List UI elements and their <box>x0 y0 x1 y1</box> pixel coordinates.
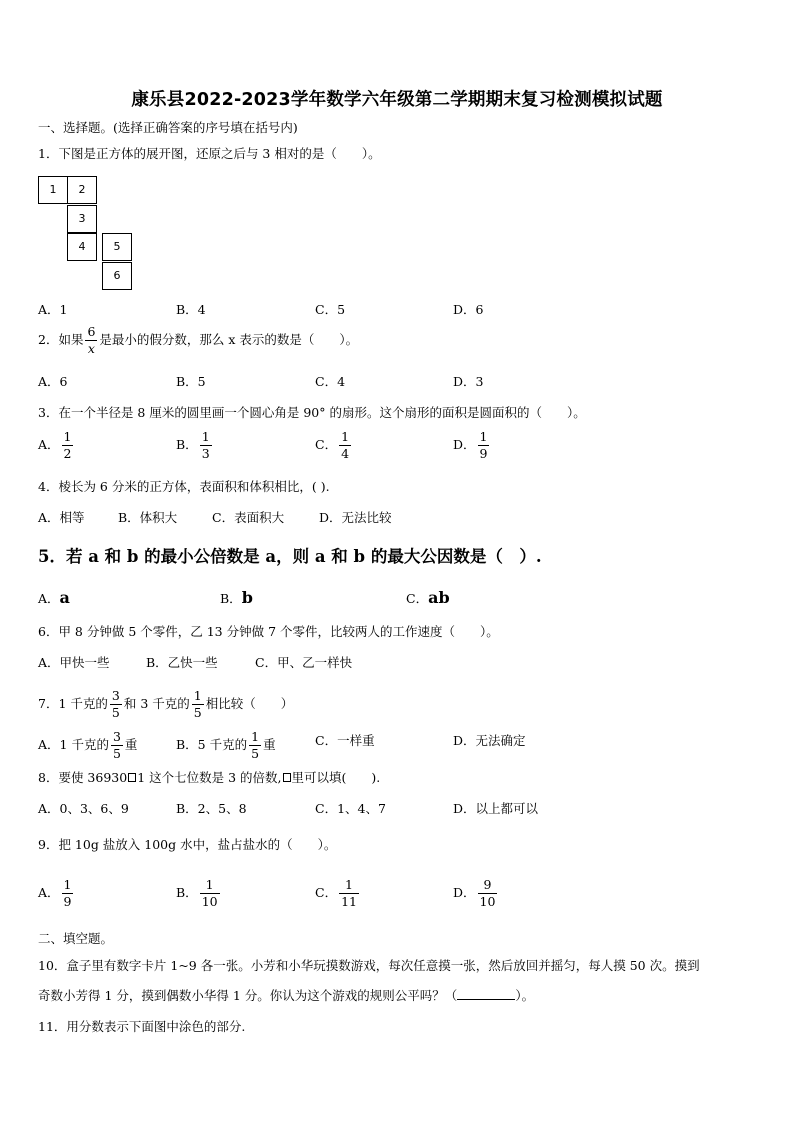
q9-option-b <box>176 879 222 908</box>
blank-box-icon <box>283 773 291 782</box>
q3-option-a <box>38 431 75 460</box>
q9-option-a-fraction <box>62 879 74 908</box>
q7-option-b-pre: B．5 千克的 <box>176 737 248 752</box>
q7-fraction-1 <box>110 690 122 719</box>
fraction-numerator: 1 <box>479 429 488 444</box>
fraction-denominator: 5 <box>193 704 202 720</box>
fraction-numerator: 1 <box>63 877 72 892</box>
fraction-numerator: 1 <box>339 879 359 894</box>
fraction-numerator: 3 <box>112 729 121 744</box>
fraction-numerator: 3 <box>111 688 120 703</box>
q6-option-c: C．甲、乙一样快 <box>255 655 353 670</box>
question-3: 3．在一个半径是 8 厘米的圆里画一个圆心角是 90° 的扇形。这个扇形的面积是圆面积的（ ）。 <box>38 405 586 420</box>
question-1: 1．下图是正方体的展开图，还原之后与 3 相对的是（ ）。 <box>38 146 381 161</box>
q3-option-b-fraction <box>200 431 212 460</box>
q5-option-c <box>406 588 450 607</box>
q2-fraction <box>85 326 97 355</box>
fraction-denominator: 3 <box>201 445 210 461</box>
question-10-line1: 10．盒子里有数字卡片 1~9 各一张。小芳和小华玩摸数游戏，每次任意摸一张，然后放回并摇匀，每人摸 50 次。摸到 <box>38 958 700 973</box>
q3-option-a-fraction <box>62 431 74 460</box>
q7-option-a <box>38 731 137 760</box>
cube-net-diagram <box>38 176 138 294</box>
fraction-numerator: 1 <box>193 688 202 703</box>
q1-option-a: A．1 <box>38 302 68 317</box>
fraction-numerator: 1 <box>63 429 72 444</box>
net-cell: 5 <box>102 233 132 261</box>
q3-option-b-label: B． <box>176 437 198 452</box>
q6-option-a: A．甲快一些 <box>38 655 110 670</box>
q7-option-b-post: 重 <box>263 737 276 752</box>
net-cell: 1 <box>38 176 68 204</box>
fraction-denominator: 10 <box>201 893 218 909</box>
q9-option-b-label: B． <box>176 885 198 900</box>
fraction-denominator: 5 <box>111 704 120 720</box>
fraction-denominator: 9 <box>479 445 488 461</box>
question-5: 5．若 a 和 b 的最小公倍数是 a，则 a 和 b 的最大公因数是（ ）. <box>38 547 542 566</box>
q8-option-d: D．以上都可以 <box>453 801 539 816</box>
q7-text-post: 相比较（ ） <box>205 696 294 711</box>
q3-option-a-label: A． <box>38 437 60 452</box>
q9-option-c-label: C． <box>315 885 338 900</box>
q7-option-b-fraction <box>249 731 261 760</box>
page-title: 康乐县2022-2023学年数学六年级第二学期期末复习检测模拟试题 <box>131 90 663 110</box>
q10-text-pre: 奇数小芳得 1 分，摸到偶数小华得 1 分。你认为这个游戏的规则公平吗？（ <box>38 988 458 1003</box>
net-cell: 3 <box>67 205 97 233</box>
question-10-line2 <box>38 988 534 1004</box>
q3-option-d-fraction <box>478 431 490 460</box>
q4-option-b: B．体积大 <box>118 510 178 525</box>
q8-text-pre: 8．要使 36930 <box>38 770 128 785</box>
q2-fraction-denominator: x <box>87 340 95 356</box>
question-8 <box>38 770 380 786</box>
q3-option-c-label: C． <box>315 437 338 452</box>
q9-option-d-fraction <box>478 879 498 908</box>
fraction-numerator: 1 <box>251 729 260 744</box>
fraction-denominator: 5 <box>251 745 260 761</box>
section-heading-choice: 一、选择题。(选择正确答案的序号填在括号内) <box>38 120 298 135</box>
question-4: 4．棱长为 6 分米的正方体，表面积和体积相比，( ). <box>38 479 330 494</box>
q7-option-d: D．无法确定 <box>453 733 526 748</box>
q2-option-d: D．3 <box>453 374 484 389</box>
q10-text-post: ）。 <box>515 988 535 1003</box>
fraction-numerator: 1 <box>341 429 350 444</box>
q5-option-a <box>38 588 70 607</box>
q2-option-c: C．4 <box>315 374 346 389</box>
q2-text-post: 是最小的假分数，那么 x 表示的数是（ ）。 <box>99 332 359 347</box>
q2-fraction-numerator: 6 <box>87 324 96 339</box>
net-cell: 2 <box>67 176 97 204</box>
q1-option-d: D．6 <box>453 302 484 317</box>
answer-blank[interactable] <box>457 988 515 1000</box>
q4-option-c: C．表面积大 <box>212 510 285 525</box>
q3-option-c-fraction <box>339 431 351 460</box>
q5-option-c-value: ab <box>428 588 450 607</box>
q2-option-b: B．5 <box>176 374 206 389</box>
q8-option-b: B．2、5、8 <box>176 801 247 816</box>
net-cell: 4 <box>67 233 97 261</box>
q7-text-pre: 7．1 千克的 <box>38 696 108 711</box>
q5-option-a-value: a <box>59 588 70 607</box>
fraction-numerator: 9 <box>478 879 498 894</box>
fraction-numerator: 1 <box>200 879 220 894</box>
q3-option-d <box>453 431 491 460</box>
question-6: 6．甲 8 分钟做 5 个零件，乙 13 分钟做 7 个零件，比较两人的工作速度（ ）。 <box>38 624 499 639</box>
q9-option-c <box>315 879 361 908</box>
question-11: 11．用分数表示下面图中涂色的部分. <box>38 1019 246 1034</box>
q5-option-b-value: b <box>241 588 253 607</box>
q9-option-a <box>38 879 75 908</box>
q4-option-a: A．相等 <box>38 510 85 525</box>
q8-text-post: 1 这个七位数是 3 的倍数, <box>137 770 282 785</box>
fraction-denominator: 11 <box>341 893 357 909</box>
question-2 <box>38 326 358 355</box>
fraction-denominator: 9 <box>63 893 72 909</box>
q5-option-a-label: A． <box>38 591 60 606</box>
q7-option-a-fraction <box>111 731 123 760</box>
q6-option-b: B．乙快一些 <box>146 655 218 670</box>
blank-box-icon <box>128 773 136 782</box>
section-heading-fill: 二、填空题。 <box>38 931 114 946</box>
fraction-denominator: 5 <box>112 745 121 761</box>
q2-text-pre: 2．如果 <box>38 332 84 347</box>
q5-option-b <box>220 588 253 607</box>
q7-option-a-post: 重 <box>124 737 138 752</box>
fraction-numerator: 1 <box>201 429 210 444</box>
q5-option-b-label: B． <box>220 591 242 606</box>
q9-option-c-fraction <box>339 879 359 908</box>
q1-option-c: C．5 <box>315 302 346 317</box>
q8-text-post2: 里可以填( ). <box>291 770 381 785</box>
q9-option-a-label: A． <box>38 885 60 900</box>
q7-fraction-2 <box>192 690 204 719</box>
q3-option-b <box>176 431 214 460</box>
q9-option-b-fraction <box>200 879 220 908</box>
fraction-denominator: 10 <box>479 893 496 909</box>
q7-option-a-pre: A．1 千克的 <box>38 737 109 752</box>
q4-option-d: D．无法比较 <box>319 510 392 525</box>
fraction-denominator: 2 <box>63 445 72 461</box>
q8-option-a: A．0、3、6、9 <box>38 801 129 816</box>
q1-option-b: B．4 <box>176 302 206 317</box>
q5-option-c-label: C． <box>406 591 429 606</box>
q3-option-d-label: D． <box>453 437 476 452</box>
q7-option-c: C．一样重 <box>315 733 375 748</box>
fraction-denominator: 4 <box>341 445 350 461</box>
q9-option-d-label: D． <box>453 885 476 900</box>
net-cell: 6 <box>102 262 132 290</box>
question-9: 9．把 10g 盐放入 100g 水中，盐占盐水的（ ）。 <box>38 837 337 852</box>
q9-option-d <box>453 879 499 908</box>
question-7 <box>38 690 293 719</box>
q8-option-c: C．1、4、7 <box>315 801 386 816</box>
q3-option-c <box>315 431 353 460</box>
q7-text-mid: 和 3 千克的 <box>123 696 190 711</box>
q2-option-a: A．6 <box>38 374 68 389</box>
q7-option-b <box>176 731 276 760</box>
